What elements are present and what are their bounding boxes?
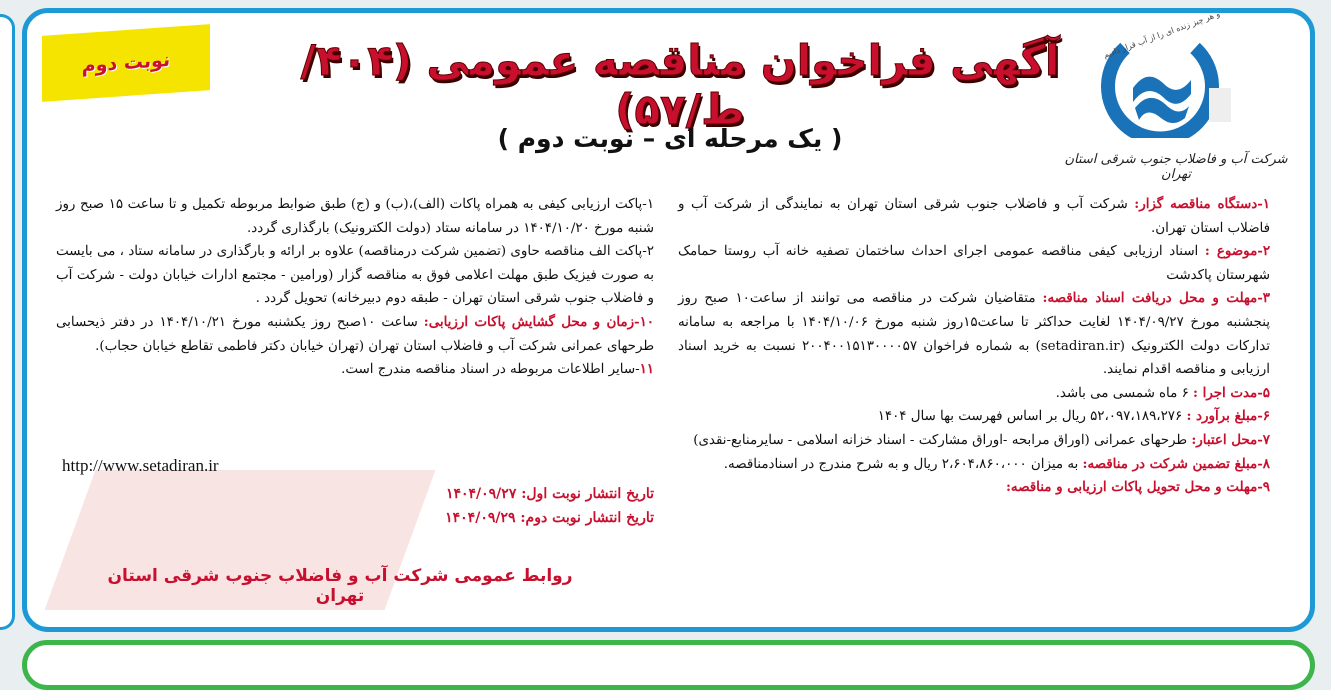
left-column xyxy=(56,193,654,382)
ad-title: آگهی فراخوان مناقصه عمومی (۴۰۴/ط/۵۷) xyxy=(300,36,1060,134)
clause: ۳-مهلت و محل دریافت اسناد مناقصه: متقاضیان شرکت در مناقصه می توانند از ساعت۱۰ صبح روز پنجشنبه مورخ ۱۴۰۴/۰۹/۲۷ لغایت حداکثر تا ساعت۱۵روز شنبه مورخ ۱۴۰۴/۱۰/۰۶ با مراجعه به سامانه تدارکات دولت الکترونیک (setadiran.ir) به شماره فراخوان ۲۰۰۴۰۰۱۵۱۳۰۰۰۰۵۷ نسبت به خرید اسناد ارزیابی و مناقصه اقدام نمایند. xyxy=(678,290,1270,378)
left-neighbor-frame xyxy=(0,14,15,630)
clause: ۱-پاکت ارزیابی کیفی به همراه پاکات (الف)،(ب) و (ج) طبق ضوابط مربوطه تکمیل و تا ساعت ۱۵ صبح روز شنبه مورخ ۱۴۰۴/۱۰/۲۰ در سامانه ستاد (دولت الکترونیک) بارگذاری گردد. xyxy=(56,197,655,236)
right-column xyxy=(678,193,1270,500)
public-relations-signature: روابط عمومی شرکت آب و فاضلاب جنوب شرقی استان تهران xyxy=(107,566,573,606)
clause: ۷-محل اعتبار: طرحهای عمرانی (اوراق مرابحه -اوراق مشارکت - اسناد خزانه اسلامی - سایرمنابع-نقدی) xyxy=(693,431,1270,448)
clause: ۶-مبلغ برآورد : ۵۲،۰۹۷،۱۸۹،۲۷۶ ریال بر اساس فهرست بها سال ۱۴۰۴ xyxy=(877,408,1270,425)
setadiran-link[interactable]: http://www.setadiran.ir xyxy=(62,456,219,475)
clause: ۹-مهلت و محل تحویل پاکات ارزیابی و مناقصه: xyxy=(1005,479,1270,496)
clause: ۱۱-سایر اطلاعات مربوطه در اسناد مناقصه مندرج است. xyxy=(341,361,654,378)
clause: ۱-دستگاه مناقصه گزار: شرکت آب و فاضلاب جنوب شرقی استان تهران به نمایندگی از شرکت آب و فاضلاب استان تهران. xyxy=(678,196,1270,236)
next-ad-frame xyxy=(22,640,1315,690)
round-badge xyxy=(42,24,210,102)
water-drop-logo-icon xyxy=(1085,28,1235,138)
first-publish-date: تاریخ انتشار نوبت اول: ۱۴۰۴/۰۹/۲۷ xyxy=(445,486,654,502)
clause: ۲-پاکت الف مناقصه حاوی (تضمین شرکت درمناقصه) علاوه بر ارائه و بارگذاری در سامانه ستاد ، می بایست به صورت فیزیک طبق مهلت اعلامی فوق به مناقصه گزار (ورامین - مجتمع ادارات خیابان دولت - شرکت آب و فاضلاب جنوب شرقی استان تهران - طبقه دوم دبیرخانه) تحویل گردد . xyxy=(56,244,654,307)
round-badge-label: نوبت دوم xyxy=(81,48,171,78)
clause: ۵-مدت اجرا : ۶ ماه شمسی می باشد. xyxy=(1055,384,1270,401)
second-publish-date: تاریخ انتشار نوبت دوم: ۱۴۰۴/۰۹/۲۹ xyxy=(445,510,654,526)
clause: ۲-موضوع : اسناد ارزیابی کیفی مناقصه عمومی اجرای احداث ساختمان تصفیه خانه آب روستا حمامک شهرستان پاکدشت xyxy=(678,243,1271,283)
ad-subtitle: ( یک مرحله ای – نوبت دوم ) xyxy=(497,124,843,153)
slogan: و هر چیز زنده ای را از آب قرار دادیم xyxy=(1102,9,1222,60)
clause: ۸-مبلغ تضمین شرکت در مناقصه: به میزان ۲،۶۰۴،۸۶۰،۰۰۰ ریال و به شرح مندرج در اسنادمناقصه. xyxy=(723,455,1270,472)
company-caption: شرکت آب و فاضلاب جنوب شرقی استان تهران xyxy=(1064,152,1288,182)
clause: ۱۰-زمان و محل گشایش پاکات ارزیابی: ساعت ۱۰صبح روز یکشنبه مورخ ۱۴۰۴/۱۰/۲۱ در دفتر ذیحسابی طرحهای عمرانی شرکت آب و فاضلاب استان تهران (تهران خیابان دکتر فاطمی تقاطع خیابان حجاب). xyxy=(56,313,654,354)
